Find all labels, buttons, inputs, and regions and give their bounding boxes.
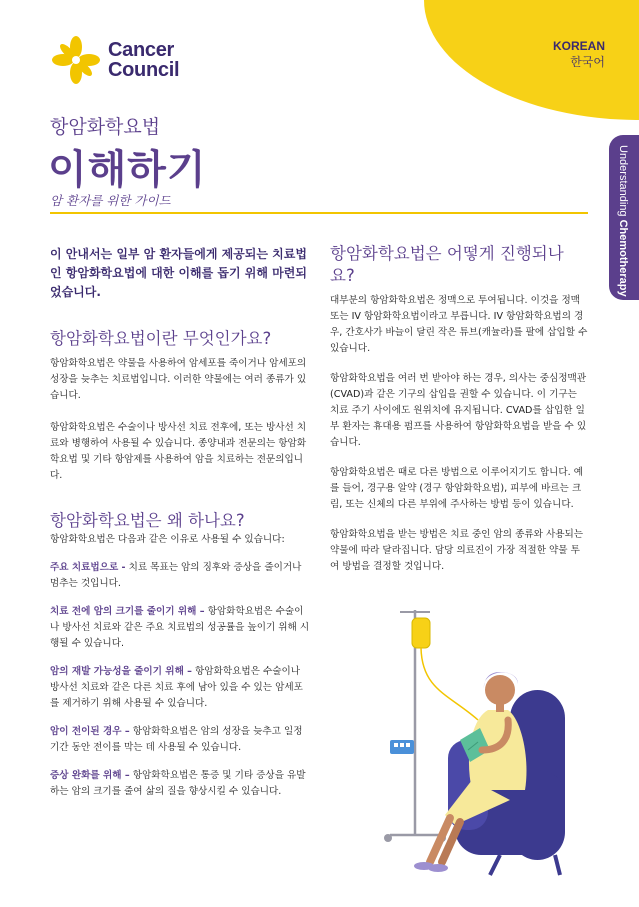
tagline: 암 환자를 위한 가이드 bbox=[50, 193, 171, 208]
why-item-label: 증상 완화를 위해 – bbox=[50, 770, 130, 781]
title-divider bbox=[50, 212, 588, 214]
heading-why: 항암화학요법은 왜 하나요? bbox=[50, 511, 245, 530]
patient-iv-illustration bbox=[360, 600, 580, 880]
what-paragraph-2: 항암화학요법은 수술이나 방사선 치료 전후에, 또는 방사선 치료와 병행하여 사용될 수 있습니다. 종양내과 전문의는 항암화학요법 및 기타 항암제를 사용하여 암을 치료하는 전문의입니다. bbox=[50, 422, 307, 481]
why-item-label: 치료 전에 암의 크기를 줄이기 위해 – bbox=[50, 606, 205, 617]
language-en: KOREAN bbox=[552, 39, 605, 53]
title-subtitle: 항암화학요법 bbox=[50, 116, 161, 138]
how-paragraph-1: 대부분의 항암화학요법은 정맥으로 투여됩니다. 이것을 정맥 또는 IV 항암화학요법이라고 부릅니다. IV 항암화학요법의 경우, 간호사가 바늘이 달린 작은 튜브(캐뉼라)를 팔에 삽입할 수 있습니다. bbox=[330, 295, 588, 354]
logo-wordmark bbox=[108, 40, 179, 80]
logo-line2: Council bbox=[108, 59, 180, 81]
why-item-label: 암이 전이된 경우 – bbox=[50, 726, 130, 737]
heading-how: 항암화학요법은 어떻게 진행되나요? bbox=[330, 244, 564, 285]
why-item bbox=[50, 560, 312, 592]
left-column bbox=[50, 245, 312, 800]
what-paragraph-1: 항암화학요법은 약물을 사용하여 암세포를 죽이거나 암세포의 성장을 늦추는 치료법입니다. 이러한 약물에는 여러 종류가 있습니다. bbox=[50, 358, 307, 401]
page-title: 이해하기 bbox=[48, 147, 207, 193]
side-tab-label bbox=[617, 145, 629, 297]
language-ko: 한국어 bbox=[570, 55, 605, 69]
side-tab-bold: Chemotherapy bbox=[617, 219, 629, 297]
why-item-text: 치료 목표는 암의 징후와 증상을 줄이거나 멈추는 것입니다. bbox=[50, 562, 302, 589]
why-item bbox=[50, 724, 312, 756]
language-label bbox=[553, 38, 605, 70]
why-item-text: 항암화학요법은 암의 성장을 늦추고 일정 기간 동안 전이를 막는 데 사용될 수 있습니다. bbox=[50, 726, 303, 753]
heading-what: 항암화학요법이란 무엇인가요? bbox=[50, 329, 272, 348]
why-item bbox=[50, 768, 312, 800]
intro-text: 이 안내서는 일부 암 환자들에게 제공되는 치료법인 항암화학요법에 대한 이해를 돕기 위해 마련되었습니다. bbox=[50, 247, 307, 299]
why-item-text: 항암화학요법은 통증 및 기타 증상을 유발하는 암의 크기를 줄여 삶의 질을 향상시킬 수 있습니다. bbox=[50, 770, 306, 797]
why-item-label: 주요 치료법으로 - bbox=[50, 562, 126, 573]
logo-line1: Cancer bbox=[108, 39, 175, 61]
right-column bbox=[330, 243, 588, 575]
why-item-label: 암의 재발 가능성을 줄이기 위해 – bbox=[50, 666, 192, 677]
why-item bbox=[50, 604, 312, 652]
why-item bbox=[50, 664, 312, 712]
why-item-text: 항암화학요법은 수술이나 방사선 치료와 같은 주요 치료법의 성공률을 높이기 위해 시행될 수 있습니다. bbox=[50, 606, 310, 649]
why-item-text: 항암화학요법은 수술이나 방사선 치료와 같은 다른 치료 후에 남아 있을 수 있는 암세포를 제거하기 위해 사용될 수 있습니다. bbox=[50, 666, 303, 709]
yellow-corner-decoration bbox=[424, 0, 639, 120]
why-lead: 항암화학요법은 다음과 같은 이유로 사용될 수 있습니다: bbox=[50, 534, 285, 545]
how-paragraph-4: 항암화학요법을 받는 방법은 치료 중인 암의 종류와 사용되는 약물에 따라 달라집니다. 담당 의료진이 가장 적절한 약물 투여 방법을 결정할 것입니다. bbox=[330, 529, 584, 572]
side-tab bbox=[609, 135, 639, 300]
how-paragraph-2: 항암화학요법을 여러 번 받아야 하는 경우, 의사는 중심정맥관 (CVAD)과 같은 기구의 삽입을 권할 수 있습니다. 이 기구는 치료 주기 사이에도 원위치에 유지됩니다. CVAD를 삽입한 일부 환자는 휴대용 펌프를 사용하여 항암화학요법을 받을 수 있습니다. bbox=[330, 373, 587, 448]
how-paragraph-3: 항암화학요법은 때로 다른 방법으로 이루어지기도 합니다. 예를 들어, 경구용 알약 (경구 항암화학요법), 피부에 바르는 크림, 또는 신체의 다른 부위에 주사하는 방법 등이 있습니다. bbox=[330, 467, 584, 510]
side-tab-plain: Understanding bbox=[617, 145, 629, 220]
